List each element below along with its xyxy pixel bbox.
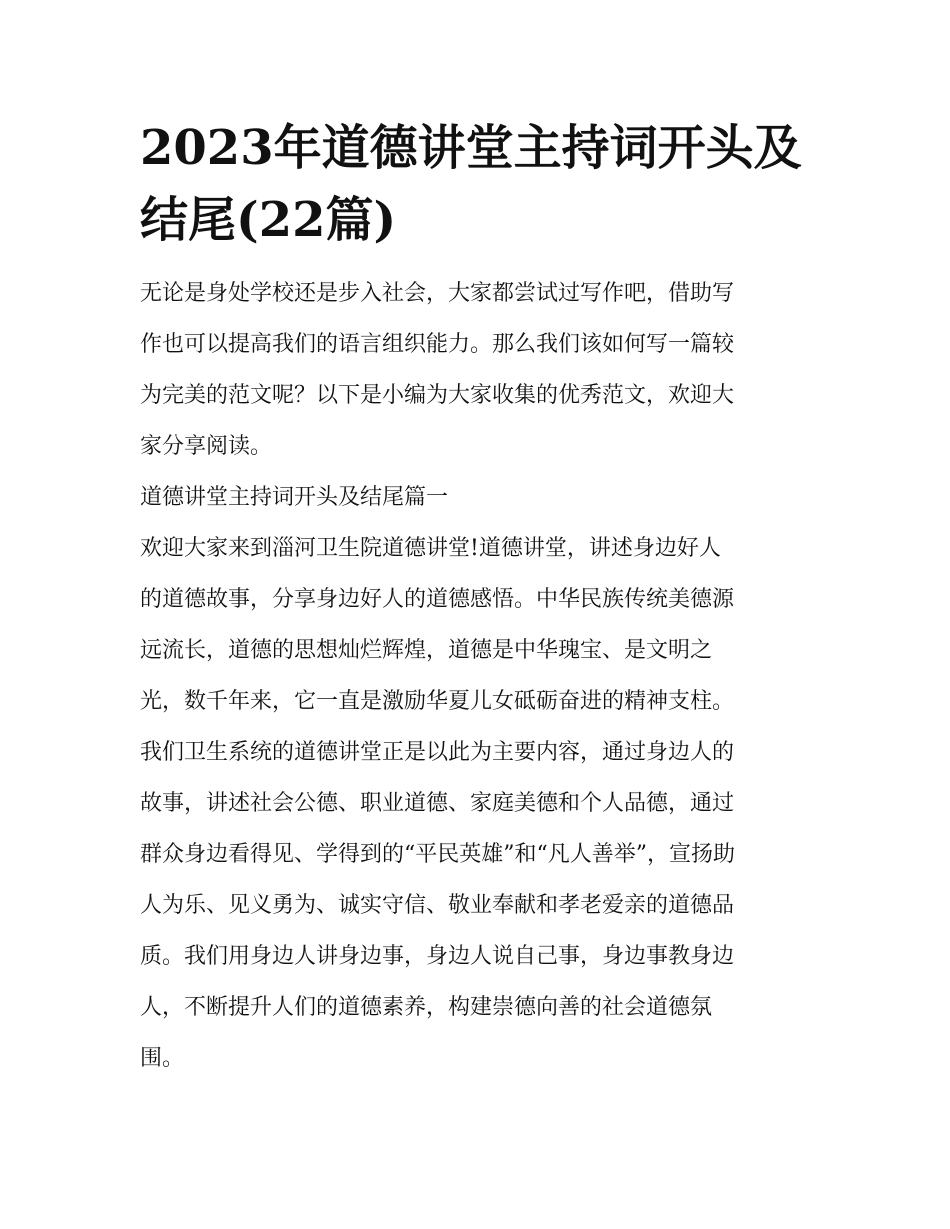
document-page	[140, 112, 812, 1084]
intro-line: 为完美的范文呢？以下是小编为大家收集的优秀范文，欢迎大	[140, 383, 735, 408]
body-line: 我们卫生系统的道德讲堂正是以此为主要内容，通过身边人的	[140, 740, 735, 765]
body-line: 群众身边看得见、学得到的“平民英雄”和“凡人善举”，宣扬助	[140, 842, 735, 867]
intro-line: 无论是身处学校还是步入社会，大家都尝试过写作吧，借助写	[140, 281, 735, 306]
title-line-2: 结尾(22篇)	[140, 192, 397, 248]
intro-paragraph	[140, 268, 812, 472]
document-title	[140, 112, 812, 256]
body-line: 故事，讲述社会公德、职业道德、家庭美德和个人品德，通过	[140, 791, 735, 816]
body-line: 远流长，道德的思想灿烂辉煌，道德是中华瑰宝、是文明之	[140, 638, 713, 663]
body-line: 质。我们用身边人讲身边事，身边人说自己事，身边事教身边	[140, 944, 735, 969]
body-line: 围。	[140, 1046, 185, 1071]
title-line-1: 2023年道德讲堂主持词开头及	[140, 120, 802, 176]
body-line: 光，数千年来，它一直是激励华夏儿女砥砺奋进的精神支柱。	[140, 689, 735, 714]
body-line: 的道德故事，分享身边好人的道德感悟。中华民族传统美德源	[140, 587, 735, 612]
body-line: 人为乐、见义勇为、诚实守信、敬业奉献和孝老爱亲的道德品	[140, 893, 735, 918]
intro-line: 家分享阅读。	[140, 434, 273, 459]
section-heading: 道德讲堂主持词开头及结尾篇一	[140, 485, 449, 510]
body-paragraph	[140, 523, 812, 1084]
body-line: 欢迎大家来到淄河卫生院道德讲堂!道德讲堂，讲述身边好人	[140, 536, 721, 561]
intro-line: 作也可以提高我们的语言组织能力。那么我们该如何写一篇较	[140, 332, 735, 357]
body-line: 人，不断提升人们的道德素养，构建崇德向善的社会道德氛	[140, 995, 713, 1020]
